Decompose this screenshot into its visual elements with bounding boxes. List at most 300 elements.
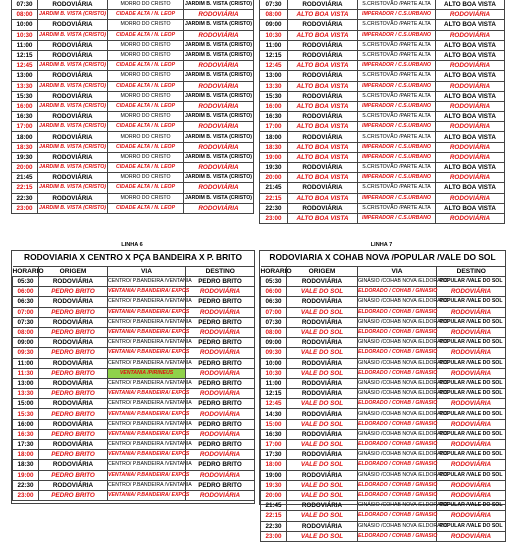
origin-cell: RODOVIÁRIA: [287, 450, 358, 460]
time-cell: 21:45: [12, 173, 38, 183]
destination-cell: RODOVIÁRIA: [186, 490, 255, 500]
time-cell: 12:15: [261, 389, 287, 399]
time-cell: 13:30: [12, 81, 38, 91]
time-cell: 21:45: [260, 183, 288, 193]
time-cell: 22:30: [12, 193, 38, 203]
table-row: [260, 30, 505, 40]
time-cell: 10:30: [261, 368, 287, 378]
via-cell: IMPERADOR / C.S.URBANO: [358, 122, 436, 132]
table-row: [12, 152, 254, 162]
destination-cell: RODOVIÁRIA: [184, 101, 254, 111]
via-cell: IMPERADOR / C.S.URBANO: [358, 213, 436, 223]
destination-cell: ALTO BOA VISTA: [436, 71, 505, 81]
line6-table: [12, 266, 255, 501]
origin-cell: JARDIM B. VISTA (CRISTO): [38, 142, 108, 152]
destination-cell: RODOVIÁRIA: [186, 429, 255, 439]
origin-cell: ALTO BOA VISTA: [288, 173, 358, 183]
destination-cell: RODOVIÁRIA: [184, 81, 254, 91]
time-cell: 10:30: [12, 30, 38, 40]
origin-cell: RODOVIÁRIA: [38, 152, 108, 162]
via-cell: MORRO DO CRISTO: [108, 193, 184, 203]
destination-cell: RODOVIÁRIA: [436, 142, 505, 152]
top-right-schedule: [259, 0, 504, 224]
table-row: [261, 317, 506, 327]
destination-cell: RODOVIÁRIA: [437, 368, 506, 378]
time-cell: 15:30: [13, 409, 39, 419]
origin-cell: JARDIM B. VISTA (CRISTO): [38, 61, 108, 71]
origin-cell: PEDRO BRITO: [39, 287, 108, 297]
table-row: [13, 419, 255, 429]
via-cell: CIDADE ALTA / N. LEOP: [108, 61, 184, 71]
destination-cell: RODOVIÁRIA: [436, 81, 505, 91]
destination-cell: ALTO BOA VISTA: [436, 40, 505, 50]
via-cell: GINÁSIO /COHAB NOVA /ELDORADO: [358, 409, 437, 419]
via-cell: VENTANIA/ P.BANDEIRA/ EXPOS: [108, 348, 186, 358]
table-row: [261, 409, 506, 419]
via-cell: IMPERADOR / C.S.URBANO: [358, 10, 436, 20]
destination-cell: POPULAR /VALE DO SOL: [437, 338, 506, 348]
time-cell: 07:30: [260, 0, 288, 10]
time-cell: 23:00: [12, 203, 38, 213]
destination-cell: PEDRO BRITO: [186, 419, 255, 429]
time-cell: 17:30: [261, 450, 287, 460]
table-row: [12, 122, 254, 132]
time-cell: 12:15: [260, 50, 288, 60]
via-cell: CIDADE ALTA / N. LEOP: [108, 30, 184, 40]
destination-cell: POPULAR /VALE DO SOL: [437, 429, 506, 439]
destination-cell: ALTO BOA VISTA: [436, 112, 505, 122]
time-cell: 17:00: [261, 440, 287, 450]
destination-cell: PEDRO BRITO: [186, 460, 255, 470]
via-cell: CENTRO/ P.BANDEIRA /VENTANIA: [108, 480, 186, 490]
origin-cell: JARDIM B. VISTA (CRISTO): [38, 101, 108, 111]
time-cell: 22:30: [13, 480, 39, 490]
destination-cell: POPULAR /VALE DO SOL: [437, 358, 506, 368]
via-cell: IMPERADOR / C.S.URBANO: [358, 142, 436, 152]
table-row: [13, 429, 255, 439]
table-row: [261, 460, 506, 470]
table-row: [260, 142, 505, 152]
via-cell: GINÁSIO /COHAB NOVA /ELDORADO: [358, 429, 437, 439]
origin-cell: RODOVIÁRIA: [287, 429, 358, 439]
via-cell: MORRO DO CRISTO: [108, 173, 184, 183]
origin-cell: RODOVIÁRIA: [287, 277, 358, 287]
time-cell: 13:00: [12, 71, 38, 81]
time-cell: 09:00: [261, 338, 287, 348]
table-row: [261, 511, 506, 521]
table-row: [261, 440, 506, 450]
destination-cell: RODOVIÁRIA: [186, 409, 255, 419]
destination-cell: RODOVIÁRIA: [436, 213, 505, 223]
time-cell: 21:45: [261, 501, 287, 511]
destination-cell: ALTO BOA VISTA: [436, 20, 505, 30]
destination-cell: POPULAR /VALE DO SOL: [437, 277, 506, 287]
via-cell: S.CRISTOVÃO /PARTE ALTA: [358, 71, 436, 81]
destination-cell: RODOVIÁRIA: [186, 327, 255, 337]
destination-cell: POPULAR /VALE DO SOL: [437, 521, 506, 531]
line6-table-body: [13, 277, 255, 501]
via-cell: S.CRISTOVÃO /PARTE ALTA: [358, 183, 436, 193]
time-cell: 19:30: [12, 152, 38, 162]
origin-cell: RODOVIÁRIA: [288, 132, 358, 142]
destination-cell: RODOVIÁRIA: [437, 307, 506, 317]
time-cell: 19:30: [260, 163, 288, 173]
time-cell: 08:00: [13, 327, 39, 337]
destination-cell: PEDRO BRITO: [186, 440, 255, 450]
table-row: [13, 480, 255, 490]
origin-cell: PEDRO BRITO: [39, 409, 108, 419]
table-row: [261, 470, 506, 480]
time-cell: 23:00: [13, 490, 39, 500]
time-cell: 18:30: [12, 142, 38, 152]
destination-cell: JARDIM B. VISTA (CRISTO): [184, 20, 254, 30]
time-cell: 07:00: [13, 307, 39, 317]
destination-cell: PEDRO BRITO: [186, 338, 255, 348]
destination-cell: RODOVIÁRIA: [437, 348, 506, 358]
destination-cell: ALTO BOA VISTA: [436, 50, 505, 60]
table-row: [260, 61, 505, 71]
origin-cell: RODOVIÁRIA: [39, 440, 108, 450]
time-cell: 16:30: [13, 429, 39, 439]
destination-cell: JARDIM B. VISTA (CRISTO): [184, 112, 254, 122]
origin-cell: ALTO BOA VISTA: [288, 152, 358, 162]
time-cell: 19:00: [261, 470, 287, 480]
origin-cell: PEDRO BRITO: [39, 389, 108, 399]
time-cell: 13:00: [260, 71, 288, 81]
destination-cell: RODOVIÁRIA: [437, 511, 506, 521]
line6-label: LINHA 6: [121, 242, 143, 248]
origin-cell: JARDIM B. VISTA (CRISTO): [38, 81, 108, 91]
via-cell: CIDADE ALTA / N. LEOP: [108, 203, 184, 213]
table-row: [261, 501, 506, 511]
origin-cell: RODOVIÁRIA: [288, 203, 358, 213]
time-cell: 16:30: [260, 112, 288, 122]
table-row: [13, 440, 255, 450]
via-cell: CENTRO/ P.BANDEIRA /VENTANIA: [108, 378, 186, 388]
destination-cell: RODOVIÁRIA: [436, 30, 505, 40]
origin-cell: ALTO BOA VISTA: [288, 61, 358, 71]
destination-cell: JARDIM B. VISTA (CRISTO): [184, 40, 254, 50]
time-cell: 23:00: [260, 213, 288, 223]
time-cell: 19:30: [261, 480, 287, 490]
via-cell: S.CRISTOVÃO /PARTE ALTA: [358, 163, 436, 173]
via-cell: S.CRISTOVÃO /PARTE ALTA: [358, 50, 436, 60]
table-row: [13, 348, 255, 358]
via-cell: S.CRISTOVÃO /PARTE ALTA: [358, 91, 436, 101]
via-cell: GINÁSIO /COHAB NOVA /ELDORADO: [358, 358, 437, 368]
table-row: [261, 287, 506, 297]
origin-cell: JARDIM B. VISTA (CRISTO): [38, 30, 108, 40]
via-cell: MORRO DO CRISTO: [108, 71, 184, 81]
via-cell: MORRO DO CRISTO: [108, 112, 184, 122]
origin-cell: VALE DO SOL: [287, 511, 358, 521]
origin-cell: ALTO BOA VISTA: [288, 122, 358, 132]
time-cell: 18:00: [261, 460, 287, 470]
via-cell: S.CRISTOVÃO /PARTE ALTA: [358, 40, 436, 50]
table-row: [260, 152, 505, 162]
table-row: [13, 460, 255, 470]
destination-cell: RODOVIÁRIA: [437, 419, 506, 429]
destination-cell: PEDRO BRITO: [186, 358, 255, 368]
destination-cell: RODOVIÁRIA: [436, 173, 505, 183]
origin-cell: ALTO BOA VISTA: [288, 142, 358, 152]
time-cell: 18:00: [13, 450, 39, 460]
via-cell: CENTRO/ P.BANDEIRA /VENTANIA: [108, 277, 186, 287]
time-cell: 18:00: [12, 132, 38, 142]
destination-cell: RODOVIÁRIA: [186, 348, 255, 358]
origin-cell: RODOVIÁRIA: [287, 358, 358, 368]
table-row: [13, 277, 255, 287]
origin-cell: PEDRO BRITO: [39, 327, 108, 337]
origin-cell: RODOVIÁRIA: [39, 460, 108, 470]
destination-cell: RODOVIÁRIA: [186, 450, 255, 460]
via-cell: ELDORADO / COHAB / GINASIO: [358, 419, 437, 429]
top-left-table: [11, 0, 254, 214]
destination-cell: ALTO BOA VISTA: [436, 183, 505, 193]
origin-cell: RODOVIÁRIA: [38, 20, 108, 30]
origin-cell: RODOVIÁRIA: [39, 399, 108, 409]
line7-label: LINHA 7: [370, 242, 393, 248]
table-row: [13, 450, 255, 460]
destination-cell: POPULAR /VALE DO SOL: [437, 409, 506, 419]
time-cell: 08:00: [260, 10, 288, 20]
via-cell: GINÁSIO /COHAB NOVA /ELDORADO: [358, 317, 437, 327]
via-cell: CENTRO/ P.BANDEIRA /VENTANIA: [108, 297, 186, 307]
origin-cell: PEDRO BRITO: [39, 368, 108, 378]
via-cell: S.CRISTOVÃO /PARTE ALTA: [358, 20, 436, 30]
time-cell: 10:00: [261, 358, 287, 368]
time-cell: 09:00: [260, 20, 288, 30]
destination-cell: PEDRO BRITO: [186, 317, 255, 327]
time-cell: 22:15: [12, 183, 38, 193]
destination-cell: PEDRO BRITO: [186, 297, 255, 307]
time-cell: 11:00: [12, 40, 38, 50]
destination-cell: POPULAR /VALE DO SOL: [437, 297, 506, 307]
origin-cell: RODOVIÁRIA: [287, 389, 358, 399]
time-cell: 23:00: [261, 531, 287, 541]
line7-panel: [259, 250, 506, 540]
destination-cell: RODOVIÁRIA: [184, 61, 254, 71]
time-cell: 19:00: [260, 152, 288, 162]
table-row: [12, 183, 254, 193]
origin-cell: RODOVIÁRIA: [39, 317, 108, 327]
via-cell: IMPERADOR / C.S.URBANO: [358, 101, 436, 111]
via-cell: ELDORADO / COHAB / GINASIO: [358, 460, 437, 470]
destination-cell: POPULAR /VALE DO SOL: [437, 317, 506, 327]
destination-cell: RODOVIÁRIA: [186, 307, 255, 317]
table-row: [260, 91, 505, 101]
time-cell: 06:00: [261, 287, 287, 297]
origin-cell: VALE DO SOL: [287, 287, 358, 297]
time-cell: 09:00: [13, 338, 39, 348]
time-cell: 16:30: [261, 429, 287, 439]
origin-cell: VALE DO SOL: [287, 480, 358, 490]
destination-cell: POPULAR /VALE DO SOL: [437, 389, 506, 399]
origin-cell: RODOVIÁRIA: [288, 112, 358, 122]
line7-table: [260, 266, 506, 542]
origin-cell: VALE DO SOL: [287, 490, 358, 500]
table-row: [261, 429, 506, 439]
table-row: [260, 71, 505, 81]
via-cell: MORRO DO CRISTO: [108, 40, 184, 50]
header-via: VIA: [108, 267, 186, 277]
table-row: [12, 10, 254, 20]
destination-cell: RODOVIÁRIA: [437, 327, 506, 337]
via-cell: CIDADE ALTA / N. LEOP: [108, 101, 184, 111]
time-cell: 15:30: [12, 91, 38, 101]
time-cell: 06:00: [13, 287, 39, 297]
line7-header-row: [261, 267, 506, 277]
time-cell: 12:15: [12, 50, 38, 60]
destination-cell: POPULAR /VALE DO SOL: [437, 378, 506, 388]
time-cell: 18:30: [260, 142, 288, 152]
origin-cell: ALTO BOA VISTA: [288, 81, 358, 91]
destination-cell: RODOVIÁRIA: [186, 368, 255, 378]
header-destino: DESTINO: [437, 267, 506, 277]
via-cell: CENTRO/ P.BANDEIRA /VENTANIA: [108, 317, 186, 327]
origin-cell: RODOVIÁRIA: [38, 173, 108, 183]
destination-cell: RODOVIÁRIA: [437, 399, 506, 409]
table-row: [12, 91, 254, 101]
time-cell: 07:30: [13, 317, 39, 327]
via-cell: CENTRO/ P.BANDEIRA /VENTANIA: [108, 358, 186, 368]
line6-panel: [11, 250, 255, 504]
origin-cell: RODOVIÁRIA: [38, 132, 108, 142]
table-row: [12, 132, 254, 142]
via-cell: IMPERADOR / C.S.URBANO: [358, 173, 436, 183]
header-horario: HORARIO: [260, 268, 292, 275]
via-cell: ELDORADO / COHAB / GINASIO: [358, 327, 437, 337]
time-cell: 22:15: [261, 511, 287, 521]
table-row: [261, 480, 506, 490]
time-cell: 16:00: [13, 419, 39, 429]
origin-cell: RODOVIÁRIA: [287, 297, 358, 307]
time-cell: 09:30: [261, 348, 287, 358]
via-cell: MORRO DO CRISTO: [108, 132, 184, 142]
destination-cell: ALTO BOA VISTA: [436, 91, 505, 101]
table-row: [261, 389, 506, 399]
destination-cell: RODOVIÁRIA: [437, 531, 506, 541]
origin-cell: ALTO BOA VISTA: [288, 193, 358, 203]
origin-cell: PEDRO BRITO: [39, 450, 108, 460]
origin-cell: VALE DO SOL: [287, 399, 358, 409]
table-row: [260, 213, 505, 223]
origin-cell: RODOVIÁRIA: [288, 91, 358, 101]
line7-title: RODOVIARIA X COHAB NOVA /POPULAR /VALE DO SOL: [269, 252, 496, 262]
origin-cell: PEDRO BRITO: [39, 307, 108, 317]
origin-cell: RODOVIÁRIA: [38, 40, 108, 50]
origin-cell: RODOVIÁRIA: [288, 50, 358, 60]
time-cell: 18:30: [13, 460, 39, 470]
via-cell: ELDORADO / COHAB / GINASIO: [358, 440, 437, 450]
via-cell: CIDADE ALTA / N. LEOP: [108, 81, 184, 91]
table-row: [12, 30, 254, 40]
origin-cell: ALTO BOA VISTA: [288, 101, 358, 111]
time-cell: 18:00: [260, 132, 288, 142]
time-cell: 12:45: [260, 61, 288, 71]
time-cell: 07:30: [261, 317, 287, 327]
origin-cell: VALE DO SOL: [287, 460, 358, 470]
destination-cell: RODOVIÁRIA: [437, 490, 506, 500]
table-row: [13, 317, 255, 327]
origin-cell: RODOVIÁRIA: [287, 521, 358, 531]
time-cell: 14:30: [261, 409, 287, 419]
table-row: [260, 101, 505, 111]
table-row: [260, 0, 505, 10]
table-row: [12, 142, 254, 152]
table-row: [261, 521, 506, 531]
origin-cell: JARDIM B. VISTA (CRISTO): [38, 183, 108, 193]
via-cell: IMPERADOR / C.S.URBANO: [358, 81, 436, 91]
origin-cell: RODOVIÁRIA: [288, 183, 358, 193]
origin-cell: RODOVIÁRIA: [287, 470, 358, 480]
via-cell: GINÁSIO /COHAB NOVA /ELDORADO: [358, 338, 437, 348]
table-row: [12, 112, 254, 122]
table-row: [12, 71, 254, 81]
origin-cell: ALTO BOA VISTA: [288, 30, 358, 40]
via-cell: MORRO DO CRISTO: [108, 50, 184, 60]
via-cell: ELDORADO / COHAB / GINASIO: [358, 490, 437, 500]
destination-cell: JARDIM B. VISTA (CRISTO): [184, 50, 254, 60]
via-cell: ELDORADO / COHAB / GINASIO: [358, 287, 437, 297]
table-row: [261, 368, 506, 378]
time-cell: 11:00: [13, 358, 39, 368]
via-cell: ELDORADO / COHAB / GINASIO: [358, 399, 437, 409]
destination-cell: JARDIM B. VISTA (CRISTO): [184, 91, 254, 101]
time-cell: 15:30: [260, 91, 288, 101]
via-cell: ELDORADO / COHAB / GINASIO: [358, 531, 437, 541]
time-cell: 06:30: [261, 297, 287, 307]
origin-cell: RODOVIÁRIA: [288, 71, 358, 81]
destination-cell: JARDIM B. VISTA (CRISTO): [184, 193, 254, 203]
time-cell: 10:00: [12, 20, 38, 30]
via-cell: GINÁSIO /COHAB NOVA /ELDORADO: [358, 450, 437, 460]
destination-cell: RODOVIÁRIA: [436, 10, 505, 20]
via-cell: CENTRO/ P.BANDEIRA /VENTANIA: [108, 440, 186, 450]
via-cell: CIDADE ALTA / N. LEOP: [108, 10, 184, 20]
via-cell: ELDORADO / COHAB / GINASIO: [358, 511, 437, 521]
origin-cell: JARDIM B. VISTA (CRISTO): [38, 122, 108, 132]
table-row: [261, 399, 506, 409]
via-cell: VENTANIA /PIRINEUS: [108, 368, 186, 378]
table-row: [260, 112, 505, 122]
table-row: [260, 193, 505, 203]
destination-cell: RODOVIÁRIA: [184, 183, 254, 193]
line7-table-body: [261, 277, 506, 542]
table-row: [13, 287, 255, 297]
via-cell: S.CRISTOVÃO /PARTE ALTA: [358, 132, 436, 142]
table-row: [261, 307, 506, 317]
time-cell: 07:30: [12, 0, 38, 10]
origin-cell: RODOVIÁRIA: [287, 501, 358, 511]
destination-cell: ALTO BOA VISTA: [436, 163, 505, 173]
time-cell: 22:30: [261, 521, 287, 531]
via-cell: VENTANIA/ P.BANDEIRA/ EXPOS: [108, 429, 186, 439]
origin-cell: RODOVIÁRIA: [39, 419, 108, 429]
time-cell: 20:00: [12, 163, 38, 173]
header-destino: DESTINO: [186, 267, 255, 277]
destination-cell: JARDIM B. VISTA (CRISTO): [184, 0, 254, 10]
table-row: [260, 81, 505, 91]
origin-cell: VALE DO SOL: [287, 440, 358, 450]
via-cell: CIDADE ALTA / N. LEOP: [108, 142, 184, 152]
table-row: [260, 40, 505, 50]
via-cell: GINÁSIO /COHAB NOVA /ELDORADO: [358, 470, 437, 480]
origin-cell: ALTO BOA VISTA: [288, 10, 358, 20]
line6-header-row: [13, 267, 255, 277]
origin-cell: RODOVIÁRIA: [38, 50, 108, 60]
origin-cell: VALE DO SOL: [287, 307, 358, 317]
